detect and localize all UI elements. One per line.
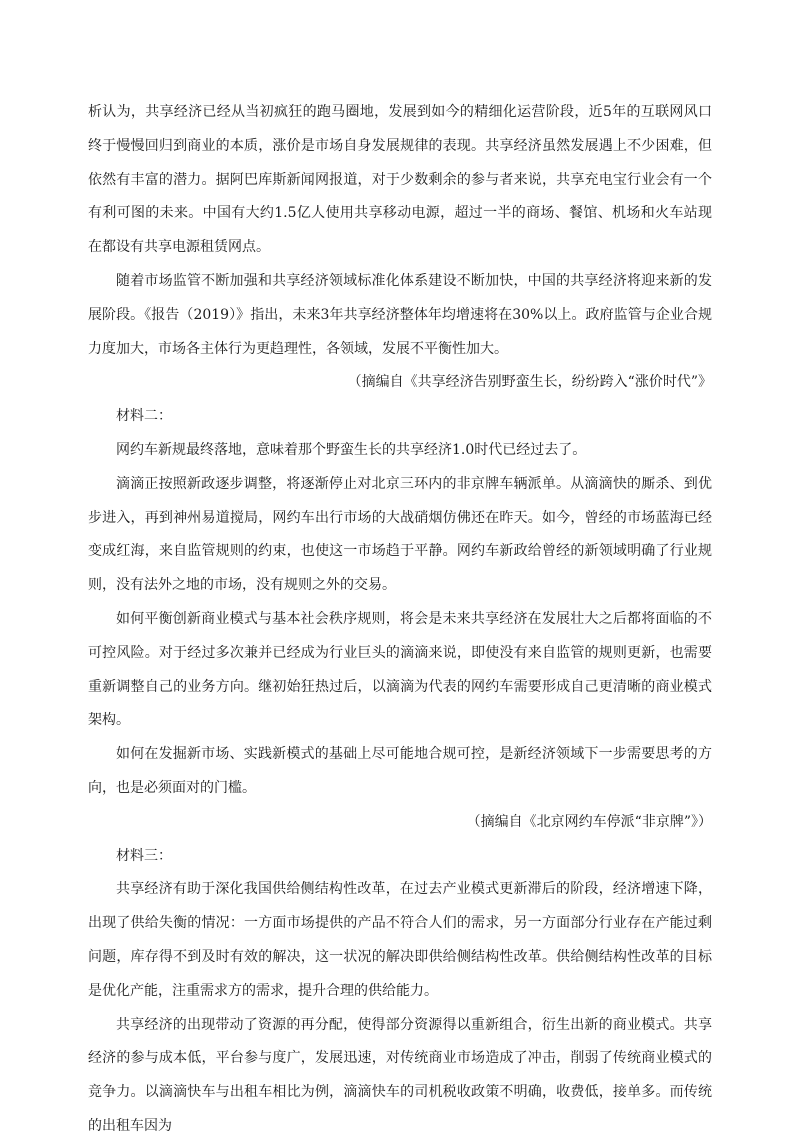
paragraph-2: 随着市场监管不断加强和共享经济领域标准化体系建设不断加快，中国的共享经济将迎来新的发展阶段。《报告（2019）》指出，未来3年共享经济整体年均增速将在30%以上。政府监管与企业合规力度加大，市场各主体行为更趋理性，各领域，发展不平衡性加大。 [88,272,712,357]
paragraph-5: 如何平衡创新商业模式与基本社会秩序规则，将会是未来共享经济在发展壮大之后都将面临的不可控风险。对于经过多次兼并已经成为行业巨头的滴滴来说，即使没有来自监管的规则更新，也需要重新调整自己的业务方向。继初始狂热过后，以滴滴为代表的网约车需要形成自己更清晰的商业模式架构。 [88,610,712,729]
paragraph-4: 滴滴正按照新政逐步调整，将逐渐停止对北京三环内的非京牌车辆派单。从滴滴快的厮杀、到优步进入，再到神州易道搅局，网约车出行市场的大战硝烟仿佛还在昨天。如今，曾经的市场蓝海已经变成红海，来自监管规则的约束，也使这一市场趋于平静。网约车新政给曾经的新领域明确了行业规则，没有法外之地的市场，没有规则之外的交易。 [88,475,712,594]
paragraph-7: 共享经济有助于深化我国供给侧结构性改革，在过去产业模式更新滞后的阶段，经济增速下降，出现了供给失衡的情况：一方面市场提供的产品不符合人们的需求，另一方面部分行业存在产能过剩问题，库存得不到及时有效的解决，这一状况的解决即供给侧结构性改革。供给侧结构性改革的目标是优化产能，注重需求方的需求，提升合理的供给能力。 [88,881,712,999]
paragraph-1: 析认为，共享经济已经从当初疯狂的跑马圈地，发展到如今的精细化运营阶段，近5年的互联网风口终于慢慢回归到商业的本质，涨价是市场自身发展规律的表现。共享经济虽然发展遇上不少困难，但依然有丰富的潜力。据阿巴库斯新闻网报道，对于少数剩余的参与者来说，共享充电宝行业会有一个有利可图的未来。中国有大约1.5亿人使用共享移动电源，超过一半的商场、餐馆、机场和火车站现在都设有共享电源租赁网点。 [88,104,712,256]
section-heading-material-2: 材料二： [116,408,172,425]
source-citation-1: （摘编自《共享经济告别野蛮生长，纷纷跨入“涨价时代”》 [347,374,712,391]
source-citation-2: （摘编自《北京网约车停派“非京牌”》） [466,813,712,830]
paragraph-3: 网约车新规最终落地，意味着那个野蛮生长的共享经济1.0时代已经过去了。 [116,441,587,458]
paragraph-8: 共享经济的出现带动了资源的再分配，使得部分资源得以重新组合，衍生出新的商业模式。共享经济的参与成本低，平台参与度广，发展迅速，对传统商业市场造成了冲击，削弱了传统商业模式的竞争力。以滴滴快车与出租车相比为例，滴滴快车的司机税收政策不明确，收费低，接单多。而传统的出租车因为 [88,1016,712,1134]
section-heading-material-3: 材料三： [116,847,172,864]
document-page [88,96,712,1134]
paragraph-6: 如何在发掘新市场、实践新模式的基础上尽可能地合规可控，是新经济领域下一步需要思考的方向，也是必须面对的门槛。 [88,746,712,796]
